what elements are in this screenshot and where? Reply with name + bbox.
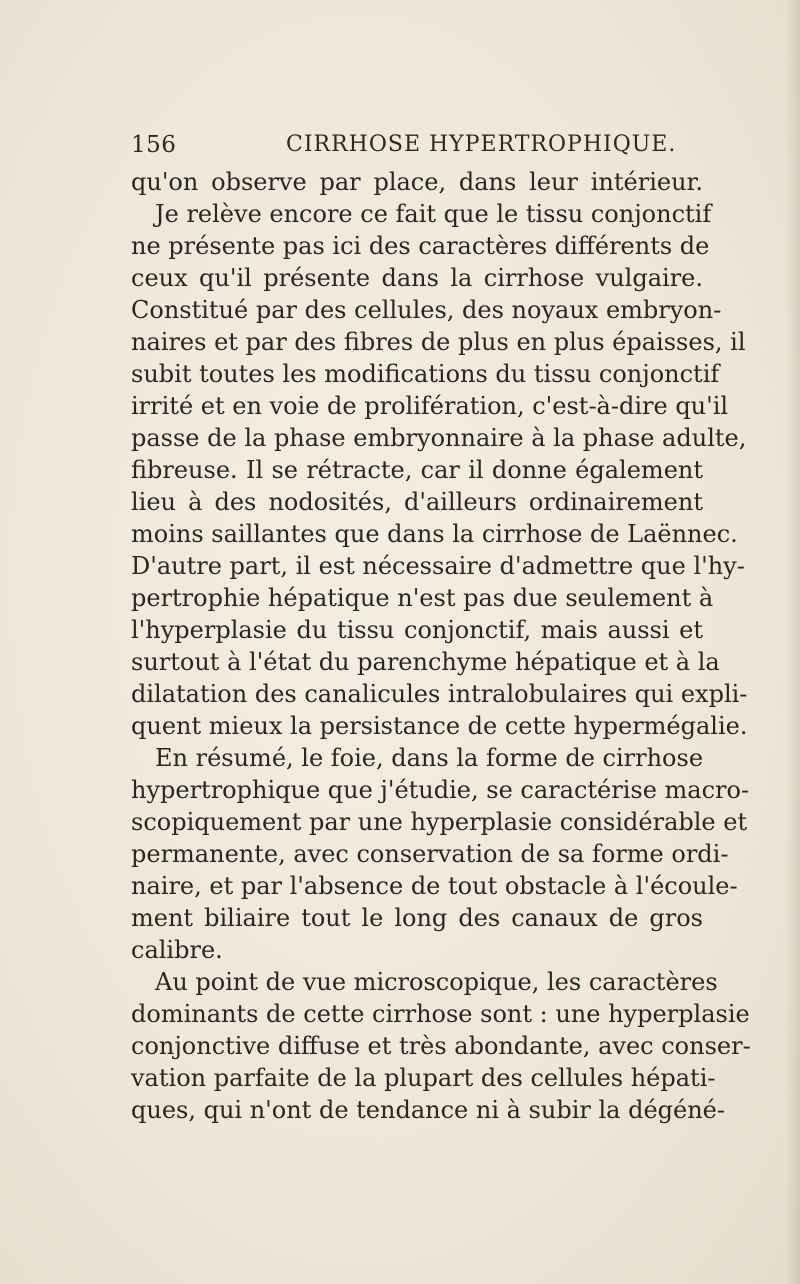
- running-title: CIRRHOSE HYPERTROPHIQUE.: [286, 132, 677, 157]
- text-line: moins saillantes que dans la cirrhose de Laënnec.: [131, 520, 738, 548]
- page-header: [131, 132, 691, 162]
- text-line: surtout à l'état du parenchyme hépatique et à la: [131, 648, 720, 676]
- text-line: pertrophie hépatique n'est pas due seulement à: [131, 584, 714, 612]
- page-edge-shadow: [786, 0, 800, 1284]
- text-line: quent mieux la persistance de cette hypermégalie.: [131, 712, 748, 740]
- text-line: qu'on observe par place, dans leur intérieur.: [131, 168, 703, 196]
- text-line: scopiquement par une hyperplasie considérable et: [131, 808, 748, 836]
- text-line: ques, qui n'ont de tendance ni à subir la dégéné-: [131, 1096, 725, 1124]
- text-line: irrité et en voie de prolifération, c'est-à-dire qu'il: [131, 392, 729, 420]
- text-line: ceux qu'il présente dans la cirrhose vulgaire.: [131, 264, 703, 292]
- text-line: Constitué par des cellules, des noyaux embryon-: [131, 296, 722, 324]
- text-line: fibreuse. Il se rétracte, car il donne également: [131, 456, 703, 484]
- text-line: hypertrophique que j'étudie, se caractérise macro-: [131, 776, 750, 804]
- text-line: lieu à des nodosités, d'ailleurs ordinairement: [131, 488, 703, 516]
- text-line: calibre.: [131, 936, 223, 964]
- page-number: 156: [131, 132, 177, 158]
- text-line: ment biliaire tout le long des canaux de gros: [131, 904, 703, 932]
- body-text: [131, 166, 751, 1126]
- text-line: l'hyperplasie du tissu conjonctif, mais aussi et: [131, 616, 703, 644]
- text-line: permanente, avec conservation de sa forme ordi-: [131, 840, 729, 868]
- text-line: D'autre part, il est nécessaire d'admettre que l'hy-: [131, 552, 745, 580]
- text-line: En résumé, le foie, dans la forme de cirrhose: [155, 744, 704, 772]
- text-line: naire, et par l'absence de tout obstacle à l'écoule-: [131, 872, 738, 900]
- text-line: subit toutes les modifications du tissu conjonctif: [131, 360, 720, 388]
- text-line: ne présente pas ici des caractères différents de: [131, 232, 710, 260]
- text-line: passe de la phase embryonnaire à la phase adulte,: [131, 424, 747, 452]
- text-line: vation parfaite de la plupart des cellules hépati-: [131, 1064, 716, 1092]
- text-line: dilatation des canalicules intralobulaires qui expli-: [131, 680, 748, 708]
- text-line: dominants de cette cirrhose sont : une hyperplasie: [131, 1000, 750, 1028]
- text-line: naires et par des fibres de plus en plus épaisses, il: [131, 328, 746, 356]
- text-line: Au point de vue microscopique, les caractères: [155, 968, 718, 996]
- text-line: Je relève encore ce fait que le tissu conjonctif: [155, 200, 712, 228]
- text-line: conjonctive diffuse et très abondante, avec conser-: [131, 1032, 751, 1060]
